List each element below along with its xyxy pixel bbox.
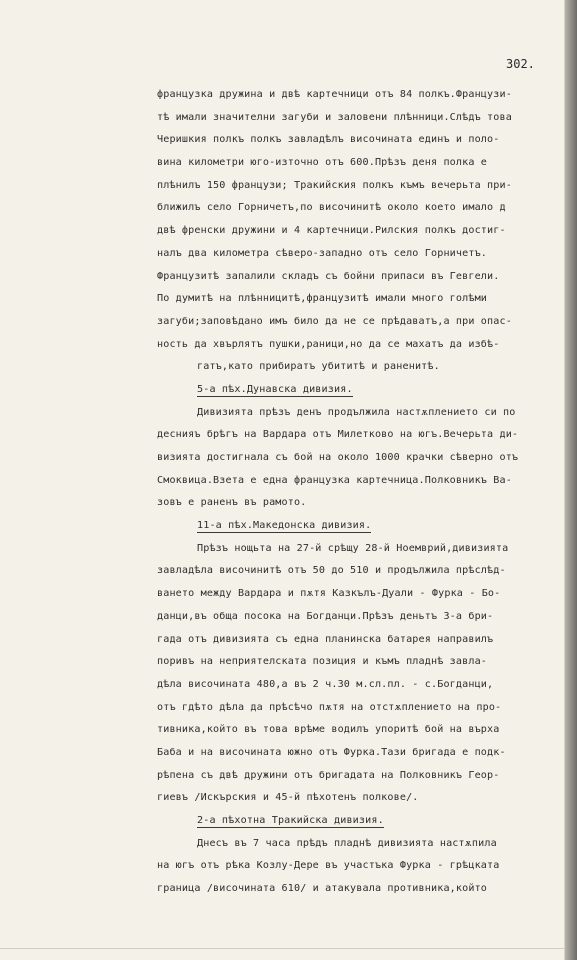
text-line: гада отъ дивизията съ една планинска батарея направилъ	[157, 633, 494, 645]
text-line: вина километри юго-източно отъ 600.Прѣзъ деня полка е	[157, 157, 488, 169]
section-heading-text: 11-а пѣх.Македонска дивизия.	[197, 520, 372, 532]
text-line: Французитѣ запалили складъ съ бойни припаси въ Гевгели.	[157, 270, 500, 282]
text-line: дѣла височината 480,а въ 2 ч.30 м.сл.пл. - с.Богданци,	[157, 678, 494, 690]
scan-edge-shadow	[565, 0, 577, 960]
text-line: Дивизията прѣзъ денъ продължила настѫплението си по	[197, 406, 516, 418]
page-fold-line	[0, 948, 565, 949]
text-line: тѣ имали значителни загуби и заловени плѣнници.Слѣдъ това	[157, 111, 512, 123]
text-line: отъ гдѣто дѣла да прѣсѣчо пѫтя на отстѫплението на про-	[157, 701, 502, 713]
text-line: ность да хвърлятъ пушки,раници,но да се махатъ да избѣ-	[157, 338, 500, 350]
text-line: ближилъ село Горничетъ,по височинитѣ около което имало д	[157, 202, 506, 214]
text-line: зовъ е раненъ въ рамото.	[157, 497, 307, 509]
text-line: визията достигнала съ бой на около 1000 крачки сѣверно отъ	[157, 452, 519, 463]
text-line: тивника,който въ това врѣме водилъ упоритѣ бой на върха	[157, 724, 500, 736]
text-line: плѣнилъ 150 французи; Тракийския полкъ къмъ вечерьта при-	[157, 179, 512, 191]
text-line: граница /височината 610/ и атакувала противника,който	[157, 883, 488, 895]
text-line: загуби;заповѣдано имъ било да не се прѣдаватъ,а при опас-	[157, 315, 512, 327]
section-heading-text: 5-а пѣх.Дунавска дивизия.	[197, 383, 353, 395]
section-heading-3	[157, 810, 552, 833]
text-line: гиевъ /Искърския и 45-й пѣхотенъ полкове/.	[157, 792, 419, 804]
text-line: Черишкия полкъ полкъ завладѣлъ височината единъ и поло-	[157, 134, 500, 146]
section-heading-1	[157, 379, 552, 402]
text-line: завладѣла височинитѣ отъ 50 до 510 и продължила прѣслѣд-	[157, 565, 506, 577]
section-heading-2	[157, 515, 552, 538]
text-line: двѣ френски дружини и 4 картечници.Рилския полкъ достиг-	[157, 225, 506, 237]
text-line: на югъ отъ рѣка Козлу-Дере въ участъка Фурка - грѣцката	[157, 860, 500, 872]
document-body	[157, 84, 552, 901]
page-number: 302.	[506, 57, 535, 71]
text-line: рѣпена съ двѣ дружини отъ бригадата на Полковникъ Геор-	[157, 769, 500, 781]
text-line: Баба и на височината южно отъ Фурка.Тази бригада е подк-	[157, 746, 506, 758]
text-line: По думитѣ на плѣнницитѣ,французитѣ имали много голѣми	[157, 293, 488, 305]
text-line: Прѣзъ нощьта на 27-й срѣщу 28-й Ноемврий,дивизията	[197, 542, 509, 554]
text-line: Днесъ въ 7 часа прѣдъ пладнѣ дивизията настѫпила	[197, 837, 497, 849]
text-line: поривъ на неприятелската позиция и къмъ пладнѣ завла-	[157, 656, 488, 668]
text-line: ването между Вардара и пѫтя Казкълъ-Дуали - Фурка - Бо-	[157, 588, 501, 600]
text-line: французка дружина и двѣ картечници отъ 84 полкъ.Французи-	[157, 89, 512, 100]
section-heading-text: 2-а пѣхотна Тракийска дивизия.	[197, 815, 384, 826]
text-line: налъ два километра сѣверо-западно отъ село Горничетъ.	[157, 247, 488, 259]
text-line: гатъ,като прибиратъ убититѣ и раненитѣ.	[197, 361, 440, 373]
text-line: данци,въ обща посока на Богданци.Прѣзъ деньтъ 3-а бри-	[157, 610, 494, 622]
text-line: деснияъ брѣгъ на Вардара отъ Милетково на югъ.Вечерьта ди-	[157, 429, 519, 441]
text-line: Смоквица.Взета е една французка картечница.Полковникъ Ва-	[157, 474, 512, 486]
